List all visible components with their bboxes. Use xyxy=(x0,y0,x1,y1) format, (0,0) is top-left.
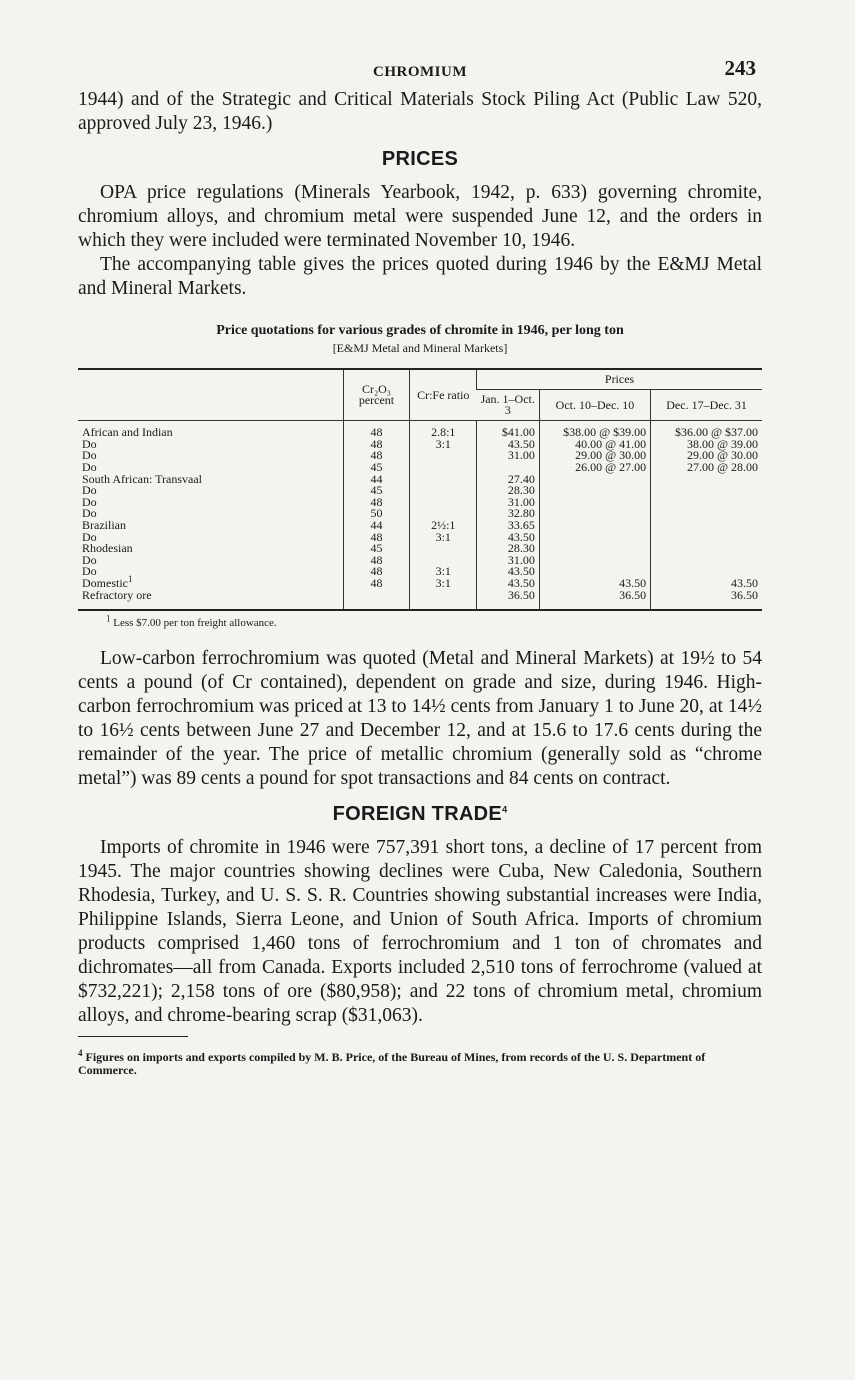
foreign-trade-heading-text: FOREIGN TRADE xyxy=(332,802,503,825)
cell-oct-text: 36.50 xyxy=(619,587,647,602)
cell-grade-text: Do xyxy=(82,460,97,475)
cell-jan-text: 36.50 xyxy=(507,587,535,602)
cell-jan-text: $41.00 xyxy=(501,425,535,440)
cell-oct xyxy=(539,589,650,610)
cell-ratio xyxy=(410,589,477,610)
cell-ratio xyxy=(410,462,477,474)
cell-pct xyxy=(343,589,410,610)
cr2o3-column-header: Cr₂O₃ percent xyxy=(343,369,410,421)
cell-oct xyxy=(539,520,650,532)
cell-jan-text: 28.30 xyxy=(507,541,535,556)
cell-jan xyxy=(477,421,540,439)
cell-grade-text: Refractory ore xyxy=(82,587,152,602)
table-row xyxy=(78,555,762,567)
cell-ratio xyxy=(410,473,477,485)
cell-grade-text: Do xyxy=(82,564,97,579)
cell-oct xyxy=(539,485,650,497)
cell-pct xyxy=(343,421,410,439)
cell-ratio-text: 3:1 xyxy=(435,529,451,544)
table-row xyxy=(78,566,762,578)
cell-grade xyxy=(78,485,343,497)
cell-grade-text: Domestic xyxy=(82,576,128,591)
cell-grade-text: Rhodesian xyxy=(82,541,133,556)
cell-oct-text: 29.00 @ 30.00 xyxy=(575,448,647,463)
cell-jan-text: 43.50 xyxy=(507,576,535,591)
cell-pct-text: 45 xyxy=(370,483,383,498)
cell-oct xyxy=(539,531,650,543)
prices-paragraph-2: The accompanying table gives the prices quoted during 1946 by the E&MJ Metal and Mineral Markets. xyxy=(78,254,762,299)
cell-grade-text: Do xyxy=(82,494,97,509)
crfe-column-header: Cr:Fe ratio xyxy=(410,369,477,421)
cell-grade-text: Do xyxy=(82,436,97,451)
cell-jan-text: 31.00 xyxy=(507,552,535,567)
cell-oct-text: 26.00 @ 27.00 xyxy=(575,460,647,475)
table-row xyxy=(78,450,762,462)
oct-column-header: Oct. 10–Dec. 10 xyxy=(539,390,650,421)
cell-pct-text: 48 xyxy=(370,552,383,567)
table-row xyxy=(78,421,762,439)
cell-jan-text: 27.40 xyxy=(507,471,535,486)
table-row xyxy=(78,531,762,543)
cell-dec-text: 36.50 xyxy=(731,587,758,602)
cell-dec xyxy=(651,485,762,497)
cell-oct xyxy=(539,555,650,567)
cell-pct-text: 50 xyxy=(370,506,383,521)
cell-dec xyxy=(651,589,762,610)
cell-ratio-text: 2½:1 xyxy=(431,518,456,533)
table-footnote xyxy=(106,613,762,629)
table-row xyxy=(78,473,762,485)
cell-grade xyxy=(78,473,343,485)
cell-dec xyxy=(651,520,762,532)
cell-ratio xyxy=(410,543,477,555)
cell-dec-text: $36.00 @ $37.00 xyxy=(674,425,758,440)
cell-ratio-text: 3:1 xyxy=(435,564,451,579)
table-source: [E&MJ Metal and Mineral Markets] xyxy=(332,341,508,355)
cell-oct-text: $38.00 @ $39.00 xyxy=(563,425,647,440)
cell-grade xyxy=(78,520,343,532)
cell-pct-text: 44 xyxy=(370,471,383,486)
cell-dec-text: 29.00 @ 30.00 xyxy=(686,448,758,463)
document-page xyxy=(78,56,762,1077)
cell-grade xyxy=(78,543,343,555)
table-row xyxy=(78,439,762,451)
foreign-trade-paragraph: Imports of chromite in 1946 were 757,391 short tons, a decline of 17 percent from 1945. The major countries showing declines were Cuba, New Caledonia, Southern Rhodesia, Turkey, and U. S. S. R. Countries showing substantial increases were India, Philippine Islands, Sierra Leone, and Union of South Africa. Imports of chromium products comprised 1,460 tons of ferrochromium and 1 ton of chromates and dichromates—all from Canada. Exports included 2,510 tons of ferrochrome (valued at $732,221); 2,158 tons of ore ($80,958); and 22 tons of chromium metal, chromium alloys, and chrome-bearing scrap ($31,063). xyxy=(78,836,762,1026)
cell-pct-text: 48 xyxy=(370,436,383,451)
table-row xyxy=(78,543,762,555)
running-head: CHROMIUM xyxy=(373,64,467,80)
cell-oct-text: 43.50 xyxy=(619,576,647,591)
cell-pct-text: 48 xyxy=(370,448,383,463)
table-row xyxy=(78,589,762,610)
cell-grade xyxy=(78,552,343,567)
cell-pct-text: 48 xyxy=(370,494,383,509)
cell-oct-text: 40.00 @ 41.00 xyxy=(575,436,647,451)
table-row xyxy=(78,520,762,532)
cell-grade-text: Do xyxy=(82,506,97,521)
cell-dec xyxy=(651,462,762,474)
table-footnote-text: Less $7.00 per ton freight allowance. xyxy=(113,616,277,629)
cell-ratio xyxy=(410,436,477,451)
cell-pct-text: 44 xyxy=(370,518,383,533)
cell-grade xyxy=(78,450,343,462)
cell-grade-text: South African: Transvaal xyxy=(82,471,202,486)
grade-column-header xyxy=(78,369,343,421)
cell-jan-text: 32.80 xyxy=(507,506,535,521)
table-row xyxy=(78,578,762,590)
cell-dec xyxy=(651,508,762,520)
prices-group-header: Prices xyxy=(477,369,762,390)
cell-grade-text: African and Indian xyxy=(82,425,173,440)
page-footnote-text: Figures on imports and exports compiled by M. B. Price, of the Bureau of Mines, from records of the U. S. Department of Commerce. xyxy=(78,1049,706,1077)
page-footnote-mark: 4 xyxy=(78,1047,83,1058)
cell-grade xyxy=(78,421,343,439)
page-header xyxy=(78,56,762,88)
cell-oct xyxy=(539,473,650,485)
dec-column-header: Dec. 17–Dec. 31 xyxy=(651,390,762,421)
cell-jan-text: 31.00 xyxy=(507,448,535,463)
cell-dec xyxy=(651,531,762,543)
cell-ratio xyxy=(410,497,477,509)
cell-ratio xyxy=(410,421,477,439)
prices-heading: PRICES xyxy=(381,148,459,170)
cell-jan-text: 31.00 xyxy=(507,494,535,509)
cell-dec-text: 27.00 @ 28.00 xyxy=(686,460,758,475)
cell-oct xyxy=(539,421,650,439)
cell-jan-text: 33.65 xyxy=(507,518,535,533)
cell-ratio xyxy=(410,578,477,590)
cell-dec-text: 38.00 @ 39.00 xyxy=(686,436,758,451)
cell-jan xyxy=(477,450,540,462)
cell-ratio xyxy=(410,450,477,462)
cell-dec-text: 43.50 xyxy=(731,576,758,591)
cell-ratio xyxy=(410,531,477,543)
continuation-paragraph: 1944) and of the Strategic and Critical Materials Stock Piling Act (Public Law 520, approved July 23, 1946.) xyxy=(78,89,762,134)
cell-pct-text: 48 xyxy=(370,576,383,591)
cell-grade-text: Do xyxy=(82,483,97,498)
footnote-rule xyxy=(78,1036,188,1037)
cell-grade-text: Brazilian xyxy=(82,518,126,533)
cell-pct-text: 48 xyxy=(370,564,383,579)
table-row xyxy=(78,497,762,509)
page-number: 243 xyxy=(724,56,756,80)
cell-oct xyxy=(539,543,650,555)
cell-dec xyxy=(651,555,762,567)
cell-grade xyxy=(78,589,343,610)
table-row xyxy=(78,508,762,520)
cell-jan-text: 43.50 xyxy=(507,436,535,451)
cell-pct-text: 45 xyxy=(370,541,383,556)
cell-jan xyxy=(477,589,540,610)
grade-footnote-mark: 1 xyxy=(128,574,133,585)
table-footnote-mark: 1 xyxy=(106,613,111,624)
cell-grade-text: Do xyxy=(82,529,97,544)
cell-ratio-text: 3:1 xyxy=(435,576,451,591)
price-table xyxy=(78,368,762,611)
ferrochromium-paragraph: Low-carbon ferrochromium was quoted (Metal and Mineral Markets) at 19½ to 54 cents a pound (of Cr contained), dependent on grade and size, during 1946. High-carbon ferrochromium was priced at 13 to 14½ cents from January 1 to June 20, at 14½ to 16½ cents between June 27 and December 12, and at 15.6 to 17.6 cents during the remainder of the year. The price of metallic chromium (generally sold as “chrome metal”) was 89 cents a pound for spot transactions and 84 cents on contract. xyxy=(78,647,762,789)
table-row xyxy=(78,485,762,497)
cell-ratio-text: 3:1 xyxy=(435,436,451,451)
cell-pct-text: 45 xyxy=(370,460,383,475)
cell-jan-text: 28.30 xyxy=(507,483,535,498)
cell-oct xyxy=(539,497,650,509)
cell-grade xyxy=(78,436,343,451)
cell-grade-text: Do xyxy=(82,552,97,567)
cell-dec xyxy=(651,421,762,439)
cell-jan-text: 43.50 xyxy=(507,564,535,579)
cell-ratio-text: 2.8:1 xyxy=(431,425,456,440)
cell-dec xyxy=(651,543,762,555)
cell-oct xyxy=(539,462,650,474)
cell-grade xyxy=(78,494,343,509)
cell-pct xyxy=(343,578,410,590)
cell-oct xyxy=(539,508,650,520)
jan-column-header: Jan. 1–Oct. 3 xyxy=(477,390,540,421)
cell-grade-text: Do xyxy=(82,448,97,463)
prices-paragraph-1: OPA price regulations (Minerals Yearbook, 1942, p. 633) governing chromite, chromium alloys, and chromium metal were suspended June 12, and the orders in which they were included were terminated November 10, 1946. xyxy=(78,182,762,251)
cell-pct-text: 48 xyxy=(370,425,383,440)
price-table-body xyxy=(78,421,762,610)
cell-pct-text: 48 xyxy=(370,529,383,544)
cell-dec xyxy=(651,497,762,509)
table-title: Price quotations for various grades of chromite in 1946, per long ton xyxy=(216,323,624,338)
cell-ratio xyxy=(410,485,477,497)
foreign-trade-heading-mark: 4 xyxy=(502,804,508,815)
page-footnote xyxy=(78,1047,762,1077)
cell-dec xyxy=(651,473,762,485)
foreign-trade-heading xyxy=(78,803,762,826)
cell-jan-text: 43.50 xyxy=(507,529,535,544)
